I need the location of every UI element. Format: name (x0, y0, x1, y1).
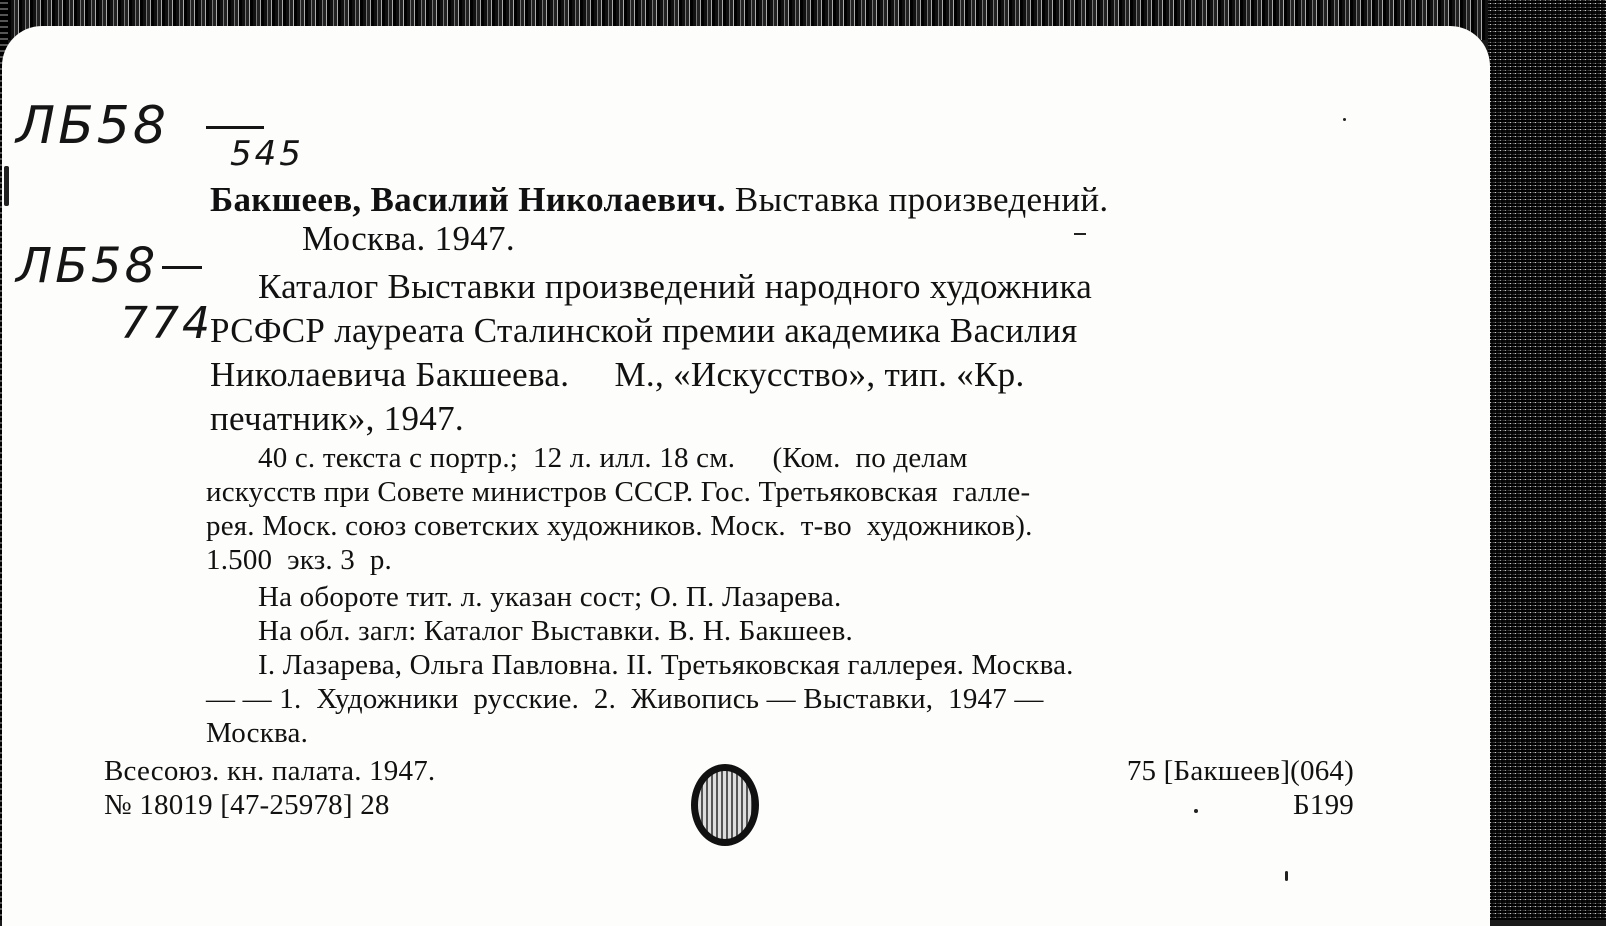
punch-hole (691, 764, 759, 846)
handwritten-dash-2 (162, 266, 202, 269)
handwritten-code-2-sub: 774 (120, 298, 213, 349)
entry-heading (210, 180, 1108, 220)
note-line: Москва. (206, 717, 309, 749)
handwritten-code-1: ЛБ58 (16, 96, 169, 156)
note-line: — — 1. Художники русские. 2. Живопись — Выставки, 1947 — (206, 683, 1044, 715)
title-line: Николаевича Бакшеева. М., «Искусство», тип. «Кр. (210, 355, 1025, 394)
handwritten-code-2: ЛБ58 (16, 238, 159, 294)
title-line: Каталог Выставки произведений народного художника (258, 267, 1093, 306)
scan-noise-right (1488, 0, 1606, 920)
desc-line: искусств при Совете министров СССР. Гос. Третьяковская галле- (206, 476, 1031, 508)
scan-speck (1194, 809, 1198, 813)
handwritten-dash-1 (206, 126, 264, 129)
footer-publisher: Всесоюз. кн. палата. 1947. (104, 755, 436, 787)
note-line: На обороте тит. л. указан сост; О. П. Лазарева. (258, 581, 842, 613)
note-line: На обл. загл: Каталог Выставки. В. Н. Бакшеев. (258, 615, 853, 647)
footer-code: Б199 (1293, 789, 1354, 821)
note-line: I. Лазарева, Ольга Павловна. II. Третьяковская галлерея. Москва. (258, 649, 1074, 681)
footer-number: № 18019 [47-25978] 28 (104, 789, 390, 821)
desc-line: 1.500 экз. 3 р. (206, 544, 393, 576)
scan-speck (4, 166, 9, 206)
scan-speck (1343, 118, 1346, 121)
entry-title: Выставка произведений. (734, 180, 1109, 219)
title-line: РСФСР лауреата Сталинской премии академика Василия (210, 311, 1078, 350)
scan-speck (1074, 233, 1086, 235)
title-line: печатник», 1947. (210, 399, 464, 438)
footer-classification: 75 [Бакшеев](064) (1126, 755, 1354, 787)
scan-speck (1285, 871, 1288, 881)
entry-place-date: Москва. 1947. (302, 219, 515, 258)
desc-line: рея. Моск. союз советских художников. Моск. т-во художников). (206, 510, 1033, 542)
entry-author: Бакшеев, Василий Николаевич. (210, 180, 726, 219)
desc-line: 40 с. текста с портр.; 12 л. илл. 18 см. (Ком. по делам (258, 442, 968, 474)
handwritten-code-1-sub: 545 (230, 134, 304, 174)
catalog-card (2, 26, 1490, 926)
